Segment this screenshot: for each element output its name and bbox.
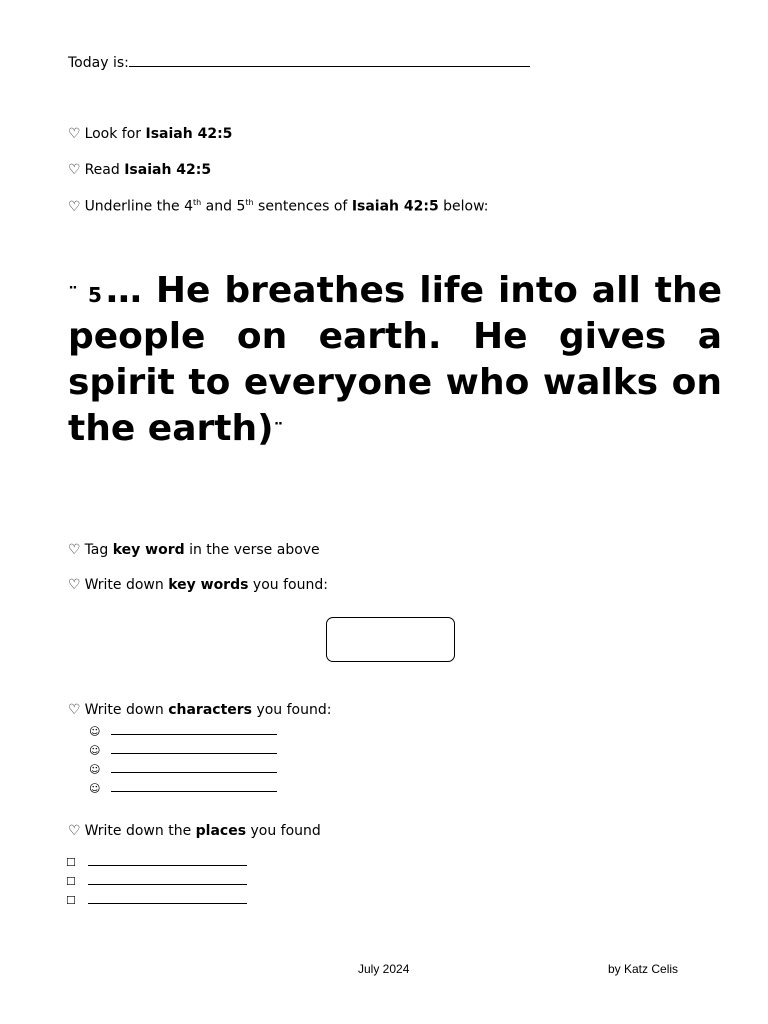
heart-icon: ♡ <box>68 702 81 718</box>
instruction-underline <box>68 198 489 215</box>
character-blank[interactable] <box>111 741 277 754</box>
heart-icon: ♡ <box>68 198 81 215</box>
verse-text <box>68 268 722 452</box>
verse-number: 5 <box>88 283 102 307</box>
place-item <box>66 853 247 870</box>
tag-prefix: Tag <box>84 542 109 558</box>
characters-prefix: Write down <box>84 702 164 718</box>
task-characters <box>68 702 331 718</box>
reference-label: Isaiah 42:5 <box>124 162 212 178</box>
checkbox-icon[interactable]: ☐ <box>66 856 76 869</box>
footer-author: by Katz Celis <box>608 962 679 976</box>
keywords-bold: key words <box>168 577 249 593</box>
character-blank[interactable] <box>111 760 277 773</box>
smiley-icon: ☺ <box>89 744 101 757</box>
underline-and: and 5 <box>205 198 246 215</box>
smiley-icon: ☺ <box>89 725 101 738</box>
reference-label: Isaiah 42:5 <box>145 126 233 142</box>
heart-icon: ♡ <box>68 542 81 558</box>
character-item <box>89 779 277 796</box>
checkbox-icon[interactable]: ☐ <box>66 894 76 907</box>
underline-prefix: Underline the 4 <box>84 198 193 215</box>
date-blank[interactable] <box>129 52 530 67</box>
underline-mid: sentences of <box>258 198 348 215</box>
place-blank[interactable] <box>88 891 247 904</box>
character-blank[interactable] <box>111 779 277 792</box>
footer-date: July 2024 <box>358 962 410 976</box>
character-blank[interactable] <box>111 722 277 735</box>
characters-bold: characters <box>168 702 252 718</box>
task-places <box>68 823 321 839</box>
places-suffix: you found <box>250 823 321 839</box>
verse-close-mark: ¨ <box>273 419 284 443</box>
instruction-read <box>68 162 211 178</box>
character-item <box>89 760 277 777</box>
keywords-prefix: Write down <box>84 577 164 593</box>
superscript-th: th <box>245 198 254 207</box>
heart-icon: ♡ <box>68 162 81 178</box>
place-blank[interactable] <box>88 872 247 885</box>
verse-body: … He breathes life into all the people on earth. He gives a spirit to everyone who walks on the earth) <box>68 270 722 449</box>
underline-suffix: below: <box>443 198 489 215</box>
heart-icon: ♡ <box>68 823 81 839</box>
tag-suffix: in the verse above <box>189 542 320 558</box>
read-prefix: Read <box>84 162 120 178</box>
places-bold: places <box>195 823 247 839</box>
superscript-th: th <box>193 198 202 207</box>
checkbox-icon[interactable]: ☐ <box>66 875 76 888</box>
key-words-box[interactable] <box>326 617 455 662</box>
date-label: Today is: <box>68 55 129 71</box>
verse-open-mark: ¨ <box>68 283 78 307</box>
character-item <box>89 741 277 758</box>
heart-icon: ♡ <box>68 577 81 593</box>
smiley-icon: ☺ <box>89 763 101 776</box>
task-tag <box>68 542 320 558</box>
character-item <box>89 722 277 739</box>
place-item <box>66 872 247 889</box>
place-item <box>66 891 247 908</box>
smiley-icon: ☺ <box>89 782 101 795</box>
characters-suffix: you found: <box>256 702 332 718</box>
heart-icon: ♡ <box>68 126 81 142</box>
place-blank[interactable] <box>88 853 247 866</box>
places-prefix: Write down the <box>84 823 192 839</box>
reference-label: Isaiah 42:5 <box>351 198 439 215</box>
keywords-suffix: you found: <box>252 577 328 593</box>
instruction-look-for <box>68 126 232 142</box>
look-for-prefix: Look for <box>84 126 142 142</box>
date-line <box>68 52 530 71</box>
tag-bold: key word <box>112 542 185 558</box>
task-keywords <box>68 577 328 593</box>
